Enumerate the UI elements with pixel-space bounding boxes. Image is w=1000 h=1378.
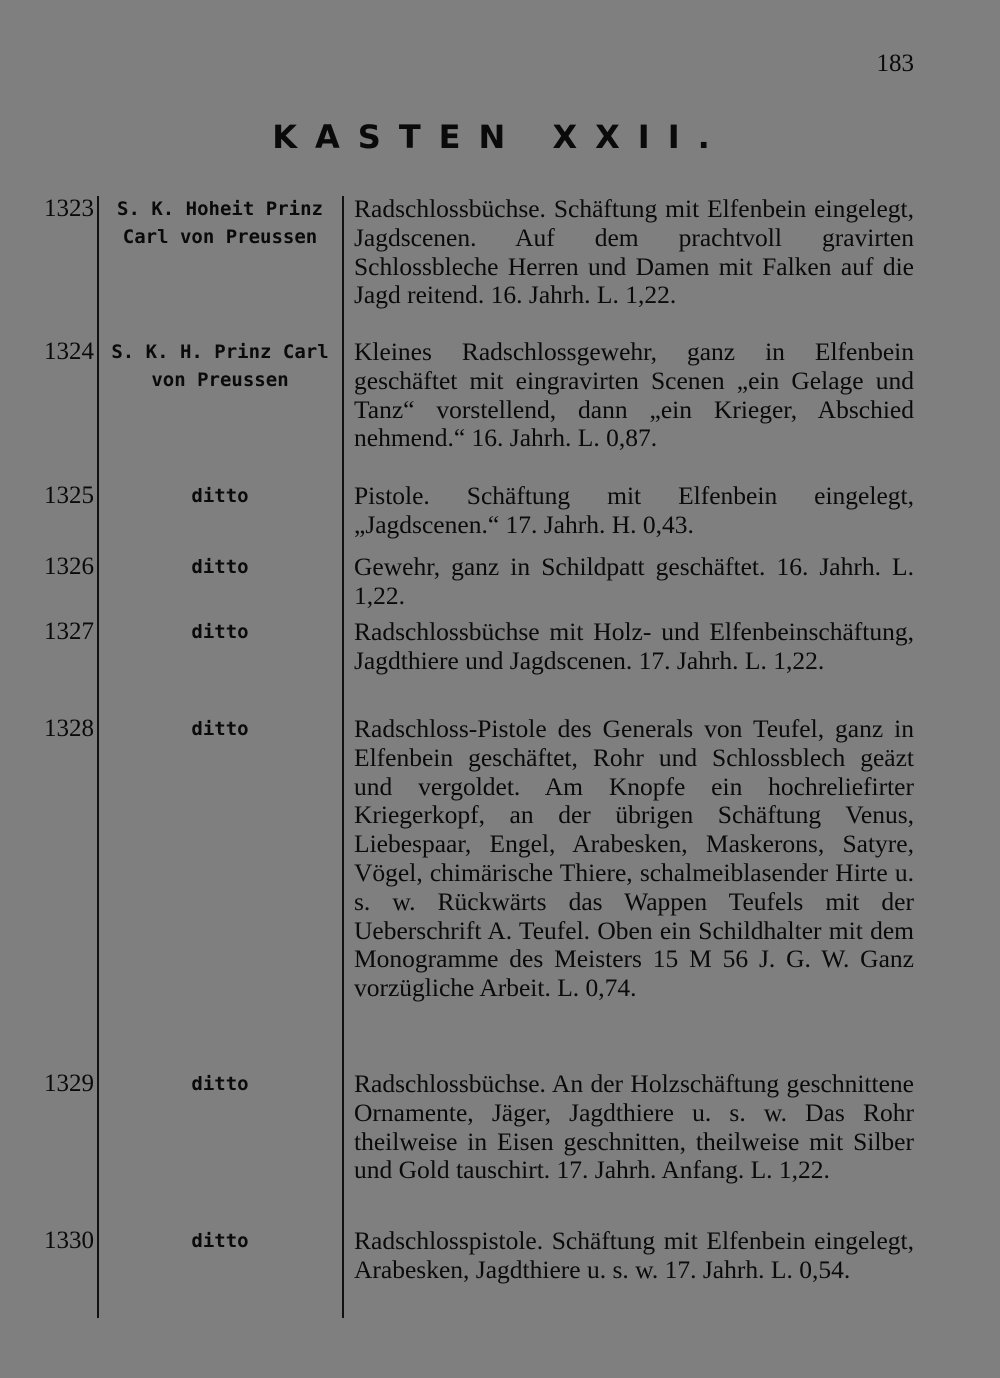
entry-owner: S. K. H. Prinz Carl von Preussen bbox=[111, 341, 329, 391]
entry-owner: S. K. Hoheit Prinz Carl von Preussen bbox=[117, 198, 323, 248]
entry-number: 1330 bbox=[44, 1227, 94, 1254]
column-divider-left bbox=[97, 196, 99, 1318]
entry-description: Gewehr, ganz in Schildpatt geschäftet. 16. Jahrh. L. 1,22. bbox=[354, 552, 914, 610]
entry-number: 1324 bbox=[44, 338, 94, 365]
entry-owner: ditto bbox=[191, 1230, 249, 1252]
entry-owner: ditto bbox=[191, 556, 249, 578]
entry-owner: ditto bbox=[191, 1073, 249, 1095]
entry-number: 1329 bbox=[44, 1070, 94, 1097]
entry-owner: ditto bbox=[191, 621, 249, 643]
entry-description: Radschlossbüchse. An der Holzschäftung geschnittene Ornamente, Jäger, Jagdthiere u. s. w. Das Rohr theilweise in Eisen geschnitten, theilweise mit Silber und Gold tauschirt. 17. Jahrh. Anfang. L. 1,22. bbox=[354, 1069, 914, 1185]
entry-number: 1327 bbox=[44, 618, 94, 645]
entry-owner: ditto bbox=[191, 718, 249, 740]
entry-number: 1325 bbox=[44, 482, 94, 509]
entry-number: 1328 bbox=[44, 715, 94, 742]
page-heading: KASTEN XXII. bbox=[272, 118, 728, 156]
entry-description: Pistole. Schäftung mit Elfenbein eingelegt, „Jagdscenen.“ 17. Jahrh. H. 0,43. bbox=[354, 481, 914, 539]
column-divider-right bbox=[342, 196, 344, 1318]
entry-description: Radschlossbüchse. Schäftung mit Elfenbein eingelegt, Jagdscenen. Auf dem prachtvoll gravirten Schlossbleche Herren und Damen mit Falken auf die Jagd reitend. 16. Jahrh. L. 1,22. bbox=[354, 194, 914, 310]
entry-description: Radschlosspistole. Schäftung mit Elfenbein eingelegt, Arabesken, Jagdthiere u. s. w. 17. Jahrh. L. 0,54. bbox=[354, 1226, 914, 1284]
entry-description: Radschlossbüchse mit Holz- und Elfenbeinschäftung, Jagdthiere und Jagdscenen. 17. Jahrh. L. 1,22. bbox=[354, 617, 914, 675]
entry-owner: ditto bbox=[191, 485, 249, 507]
entry-number: 1323 bbox=[44, 195, 94, 222]
entry-description: Radschloss-Pistole des Generals von Teufel, ganz in Elfenbein geschäftet, Rohr und Schlossblech geäzt und vergoldet. Am Knopfe ein hochreliefirter Kriegerkopf, an der übrigen Schäftung Venus, Liebespaar, Engel, Arabesken, Maskerons, Satyre, Vögel, chimärische Thiere, schalmeiblasender Hirte u. s. w. Rückwärts das Wappen Teufels mit der Ueberschrift A. Teufel. Oben ein Schildhalter mit dem Monogramme des Meisters 15 M 56 J. G. W. Ganz vorzügliche Arbeit. L. 0,74. bbox=[354, 714, 914, 1003]
entry-description: Kleines Radschlossgewehr, ganz in Elfenbein geschäftet mit eingravirten Scenen „ein Gelage und Tanz“ vorstellend, dann „ein Krieger, Abschied nehmend.“ 16. Jahrh. L. 0,87. bbox=[354, 337, 914, 453]
page-number: 183 bbox=[876, 50, 914, 77]
entry-number: 1326 bbox=[44, 553, 94, 580]
